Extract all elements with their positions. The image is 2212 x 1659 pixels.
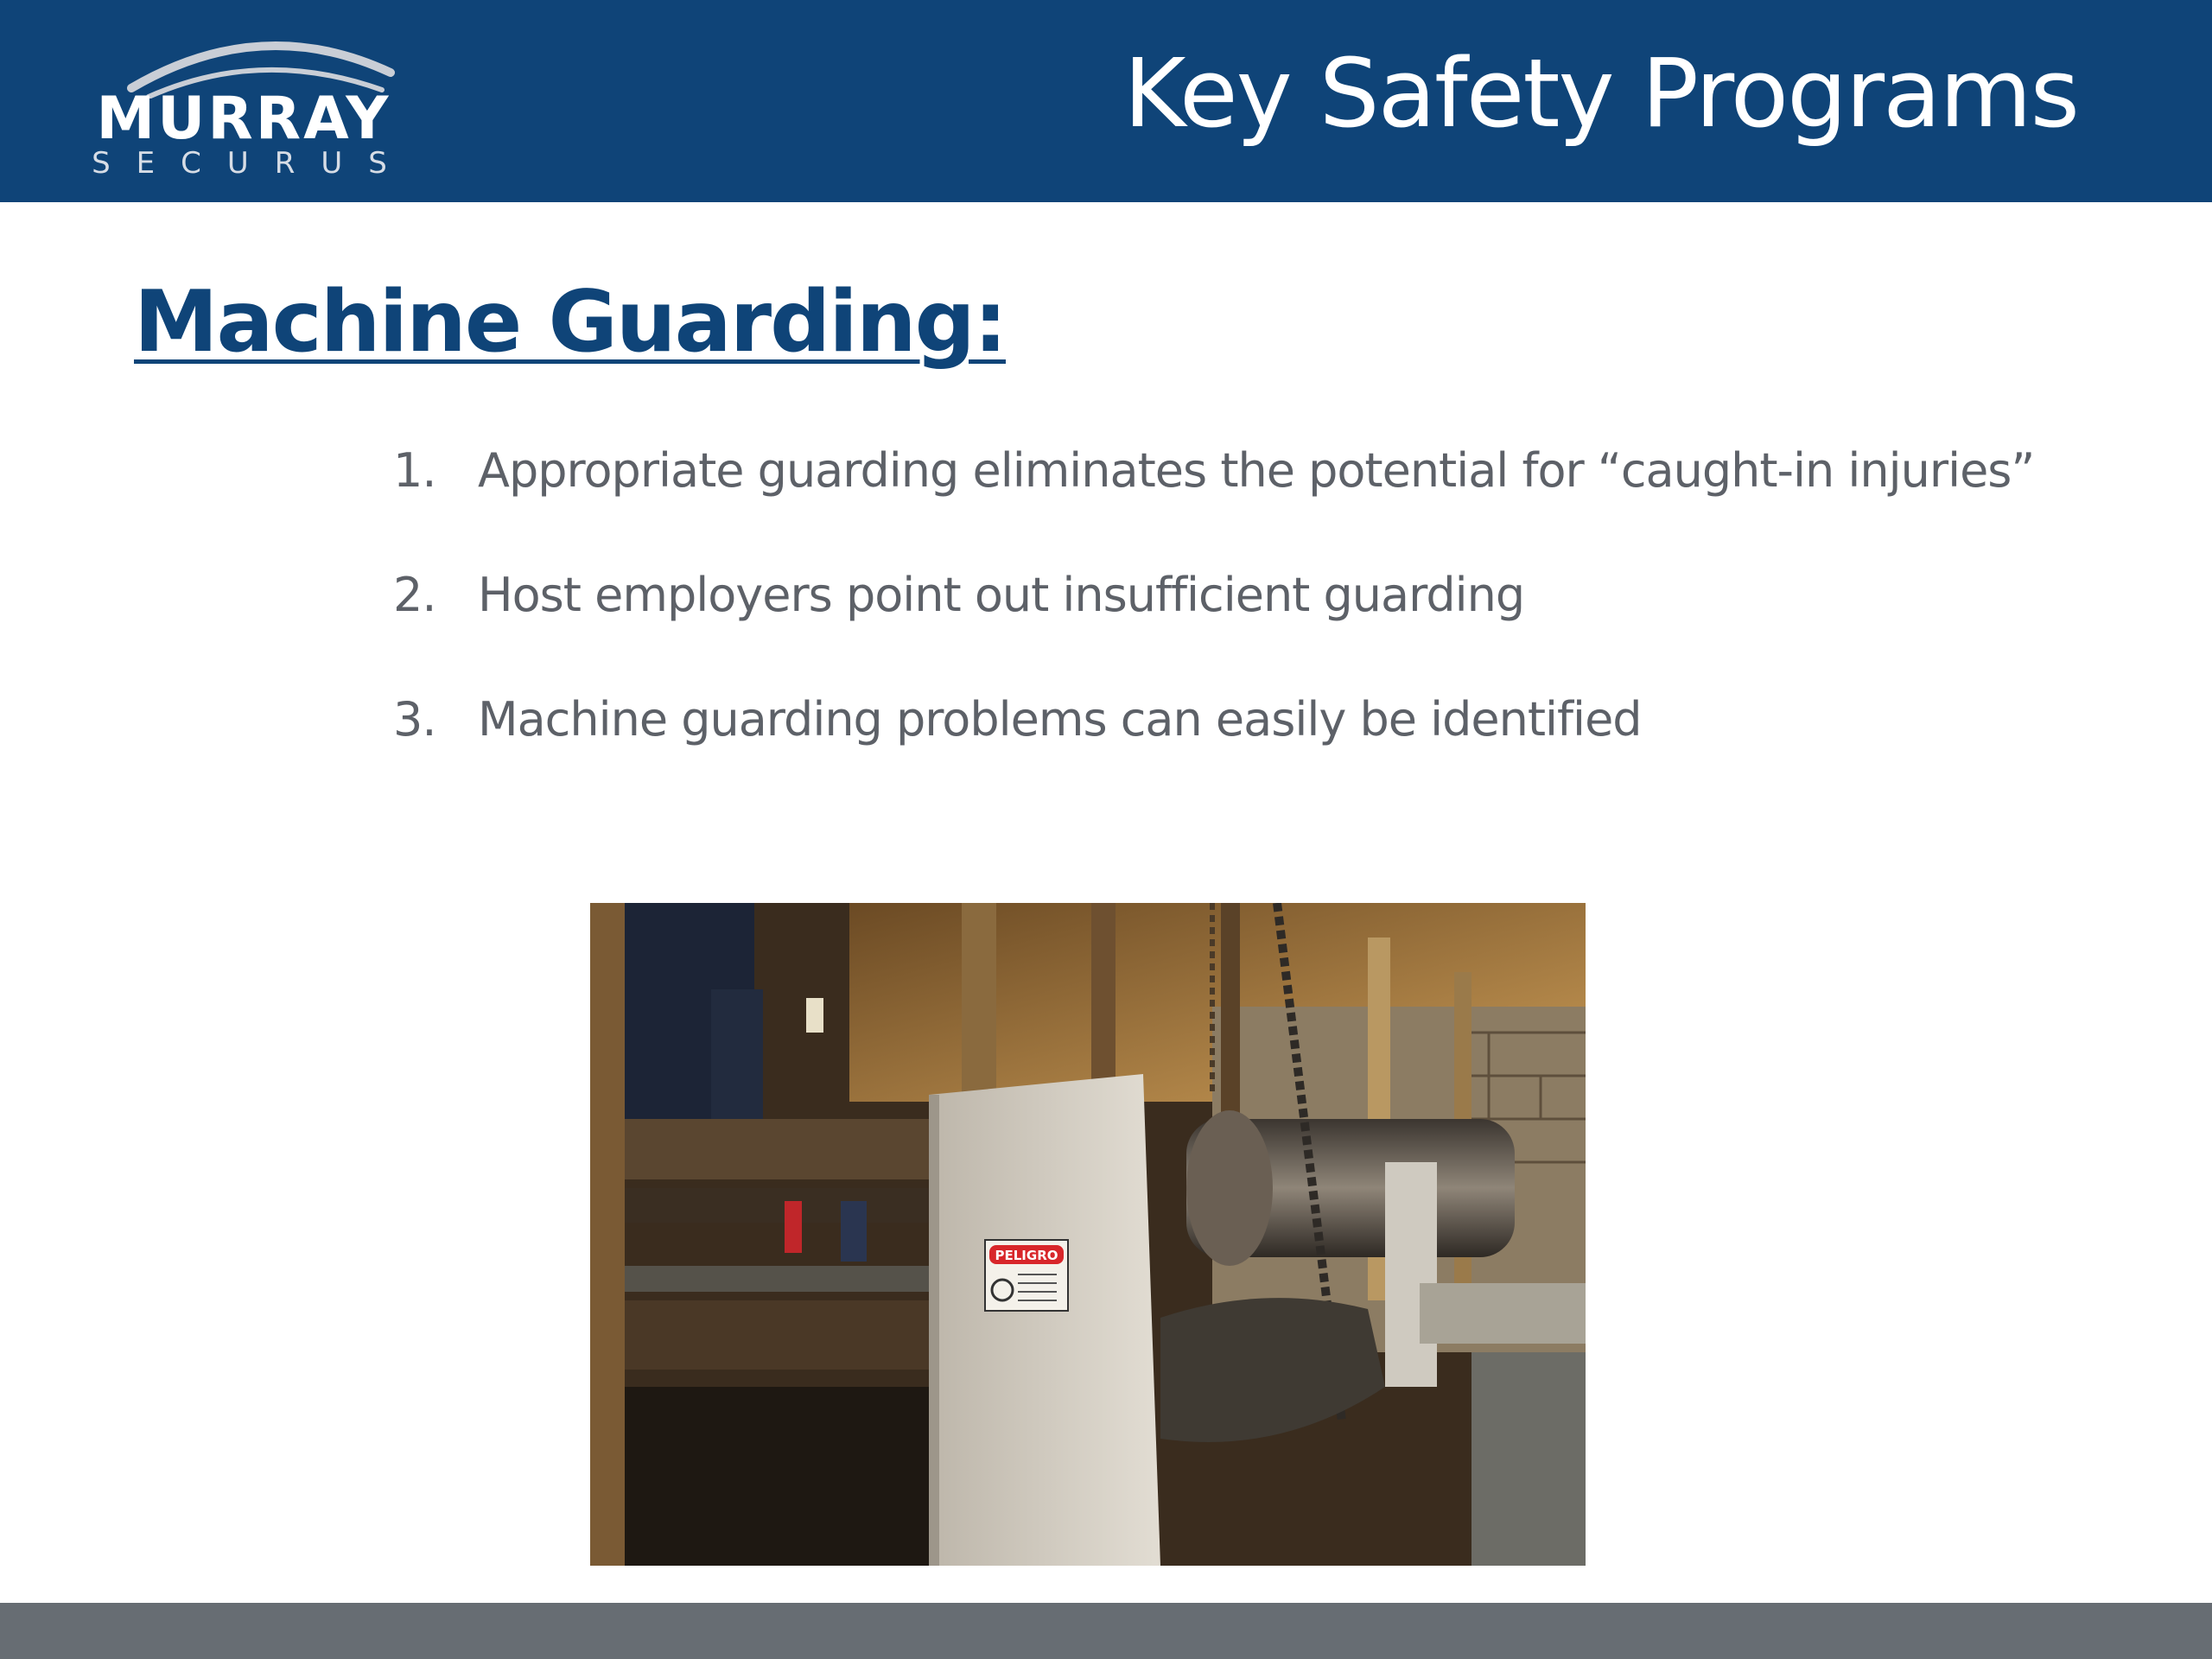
slide-header [0,0,2212,202]
machine-guarding-photo [590,903,1586,1566]
machine-photo-illustration [590,903,1586,1566]
list-item-text: Host employers point out insufficient guarding [478,568,1525,622]
logo-wordmark: MURRAY [96,85,391,153]
slide-footer-bar [0,1603,2212,1659]
list-item-text: Appropriate guarding eliminates the potential for “caught-in injuries” [478,443,2035,498]
list-item-number: 1. [393,443,436,498]
list-item-text: Machine guarding problems can easily be identified [478,692,1642,747]
section-heading: Machine Guarding: [134,273,1006,372]
peligro-sign-text: PELIGRO [995,1248,1058,1263]
murray-securus-logo [71,21,416,185]
peligro-sign [985,1240,1068,1311]
list-item-number: 2. [393,568,436,622]
logo-subwordmark: SECURUS [92,146,413,181]
slide-title: Key Safety Programs [1123,38,2078,149]
list-item-number: 3. [393,692,436,747]
